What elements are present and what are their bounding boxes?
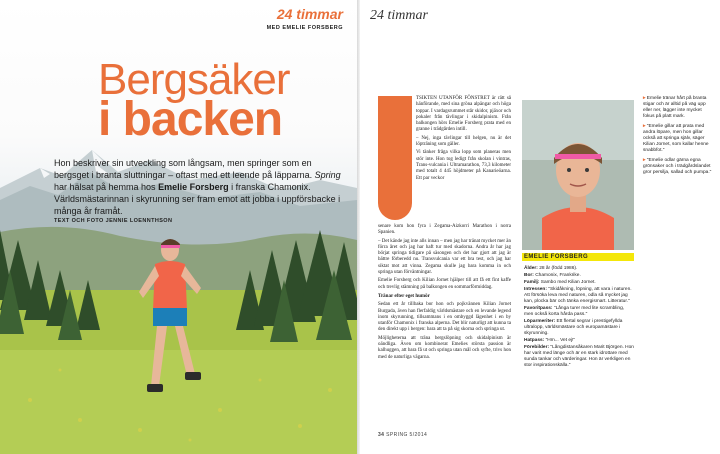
caption-bullet: ▸ xyxy=(643,124,647,129)
article-lede xyxy=(54,157,346,217)
lede-text-2: har hälsat på hemma hos xyxy=(54,182,159,192)
drop-cap xyxy=(378,96,412,220)
right-page xyxy=(360,0,720,454)
paragraph: – Nej, inga tävlingar till helgen, nu är det löpträning som gäller. xyxy=(416,135,511,148)
portrait-image xyxy=(522,100,634,250)
portrait-photo xyxy=(522,100,634,250)
fact-row: Löparmeriter: Ett flertal segrar i prestigefyllda ultralopp, världsmästare och europamästare i skyrunning. xyxy=(524,319,623,336)
section-header: 24 timmar xyxy=(370,8,428,23)
paragraph: senare kom hon fyra i Zegama-Aizkorri Marathon i norra Spanien. xyxy=(378,224,511,236)
article-title-line2: i backen xyxy=(98,93,283,146)
paragraph: Möjligheterna att träna bergslöpning och skidalpinism är oändliga. Även om kombinerat Emelies största passion är kalhuggen, att bara få ut och springa utan mål och syfte, trivs hon med de naturliga vägarna. xyxy=(378,335,511,360)
caption: ▸ "Emelie gillar att prata med andra löpare, men hon gillar också att springa själv, säger Kilian Jornet, som kallar henne snabbfot." xyxy=(643,124,709,153)
article-column-main xyxy=(378,224,511,363)
factbox-name: EMELIE FORSBERG xyxy=(524,254,589,260)
left-page xyxy=(0,0,357,454)
caption: ▸ Emelie tränar hårt på branta stigar och är alltid på väg upp eller ner, lägger inte mycket fokus på platt mark. xyxy=(643,96,707,119)
lede-text-1: Hon beskriver sin utveckling som långsam, men springer som en bergsget i branta sluttningar – oftast med ett leende på läpparna. xyxy=(54,158,315,180)
paragraph: – Det kände jag inte alls innan – men jag har tränat mycket mer än förra året och jag har haft tur med skadorna. Andra år har jag börjat springa tidigare på säsongen och det har gjort att jag är bättre förberedd nu. Transvulcania var ett bra test, och jag har siktat mot att vinna. Zegama skulle jag bara komma in och springa utan förväntningar. xyxy=(378,238,512,276)
lede-text-3: i franska Chamonix. Världsmästarinnan i skyrunning ser fram emot att jobba i uppförsbacke i många år framåt. xyxy=(54,182,341,216)
magazine-issue: SPRING 5/2014 xyxy=(386,432,428,438)
paragraph: TSIKTEN UTANFÖR FÖNSTRET är rätt så hänförande, med sina gröna alpängar och höga toppar. I vardagsrummet står skidor, pjäxor och pokaler från tävlingar i skidalpinism. Från balkongen hörs Emelie Forsberg prata med en granne i trädgården intill. xyxy=(416,96,511,133)
page-number: 34 xyxy=(378,432,385,438)
fact-row: Favoritpass: "Långa turer med lite scrambling, men också korta hårda pass." xyxy=(524,306,625,317)
photo-credit: TEXT OCH FOTO JENNIE LOENNTHSON xyxy=(54,218,173,224)
fact-row: Förebilder: "Långdistansåkaren Marit Björgen. Hon har varit med länge och är en stark idrottare med sunda tankar och värderingar. Hon är verkligen en stor inspirationskälla." xyxy=(524,345,634,368)
fact-row: Ålder: 28 år (född 1986). xyxy=(524,266,578,271)
fact-row: Intressen: "Skidåkning, löpning, att vara i naturen. Att försöka leva med naturen, odla så mycket jag kan, plocka bär och tänka energismart. Litteratur." xyxy=(524,287,632,304)
page-folio xyxy=(378,432,427,438)
article-title-line1: Bergsäker xyxy=(98,55,290,104)
fact-row: Familj: Sambo med Kilian Jornet. xyxy=(524,280,596,285)
paragraph: Emelie Forsberg och Kilian Jornet hjälper till att få ett fint kaffe och trevlig stämning på balkongen en sommarförmiddag. xyxy=(378,278,511,290)
section-tag: 24 timmar xyxy=(276,6,343,22)
paragraph: Vi tänker fråga vilka lopp som planeras men stör inte. Hon tog ledigt från skolan i vintras, Trans-vulcania i Ultramarathon, 73,3 kilometer med totalt 4 445 höjdmeter på Kanarieöarna. Ett par veckor xyxy=(416,150,511,181)
section-byline: MED EMELIE FORSBERG xyxy=(266,25,343,31)
caption: ▸ "Emelie odlar gärna egna grönsaker och i trädgårdslandet gror persilja, sallad och pumpa." xyxy=(643,158,712,175)
subheading: Tränar efter eget humör xyxy=(378,293,430,299)
photo-captions xyxy=(643,96,713,180)
fact-row: Bor: Chamonix, Frankrike. xyxy=(524,273,581,278)
lede-athlete-name: Emelie Forsberg xyxy=(158,182,229,192)
lede-magazine-name: Spring xyxy=(314,170,341,180)
caption-bullet: ▸ xyxy=(643,96,647,101)
runner-photo xyxy=(125,236,215,446)
factbox xyxy=(524,266,634,370)
paragraph: Sedan ett år tillbaka bor hon och pojkvännen Kilian Jornet Burgada, även han flerfaldig världsmästare och en levande legend inom skyrunning, tillsammans i en ombyggd lägenhet i en by utanför Chamonix i franska alperna. Det blir naturligt att kunna ta den direkt upp i bergen: bara att ta på sig skorna och springa ut. xyxy=(378,302,511,333)
caption-bullet: ▸ xyxy=(643,158,647,163)
fact-row: Hatpass: "Hm... Vet ej!" xyxy=(524,338,576,343)
article-column-top xyxy=(416,96,511,184)
